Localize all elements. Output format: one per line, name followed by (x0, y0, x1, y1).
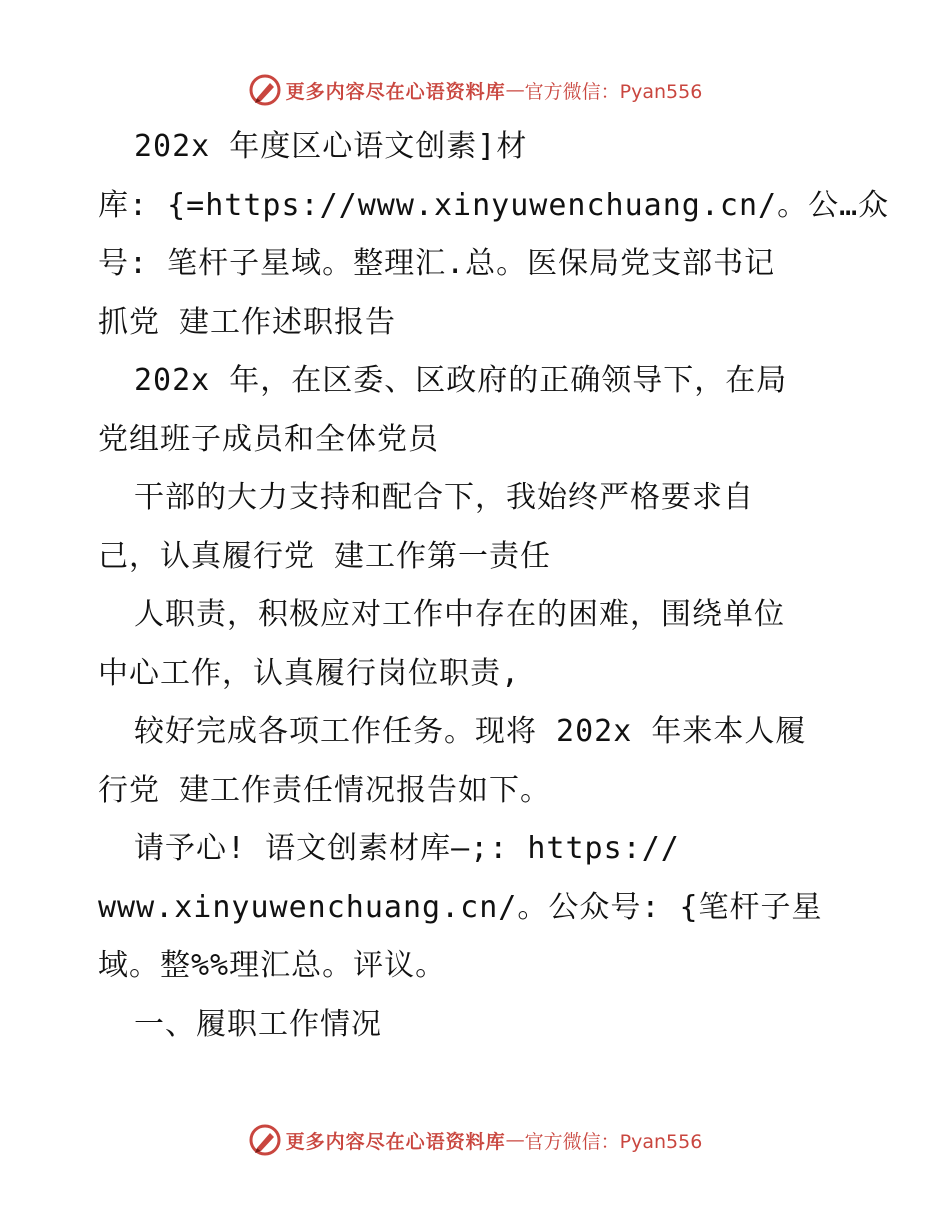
document-body (98, 118, 890, 1054)
header-watermark-banner (0, 70, 950, 110)
footer-watermark-banner (0, 1120, 950, 1160)
document-line: 号: 笔杆子星域。整理汇.总。医保局党支部书记 (98, 246, 776, 281)
document-line: 库: {=https://www.xinyuwenchuang.cn/。公…众 (98, 187, 890, 223)
document-line: 抓党 建工作述职报告 (98, 304, 397, 340)
document-line: 人职责，积极应对工作中存在的困难，围绕单位 (134, 597, 785, 632)
pen-logo-icon (248, 73, 282, 107)
document-line: 党组班子成员和全体党员 (98, 421, 439, 457)
document-line: 中心工作，认真履行岗位职责, (98, 655, 521, 691)
document-line: 202x 年度区心语文创素]材 (134, 129, 528, 164)
document-line: 域。整%%理汇总。评议。 (98, 948, 447, 983)
document-line: 己，认真履行党 建工作第一责任 (98, 538, 552, 574)
banner-main-text: 更多内容尽在心语资料库 (285, 1130, 506, 1153)
banner-separator: — (505, 1129, 525, 1151)
document-line: 一、履职工作情况 (134, 1006, 382, 1042)
banner-wechat-text: 官方微信：Pyan556 (524, 80, 703, 103)
document-line: 干部的大力支持和配合下，我始终严格要求自 (134, 480, 754, 515)
document-line: 请予心! 语文创素材库—;: https:// (134, 831, 680, 866)
pen-logo-icon (248, 1123, 282, 1157)
document-line: 202x 年，在区委、区政府的正确领导下，在局 (134, 363, 788, 398)
document-line: www.xinyuwenchuang.cn/。公众号: {笔杆子星 (98, 889, 823, 925)
banner-main-text: 更多内容尽在心语资料库 (285, 80, 506, 103)
document-line: 行党 建工作责任情况报告如下。 (98, 772, 552, 808)
banner-wechat-text: 官方微信：Pyan556 (524, 1130, 703, 1153)
banner-separator: — (505, 79, 525, 101)
document-line: 较好完成各项工作任务。现将 202x 年来本人履 (134, 714, 807, 749)
